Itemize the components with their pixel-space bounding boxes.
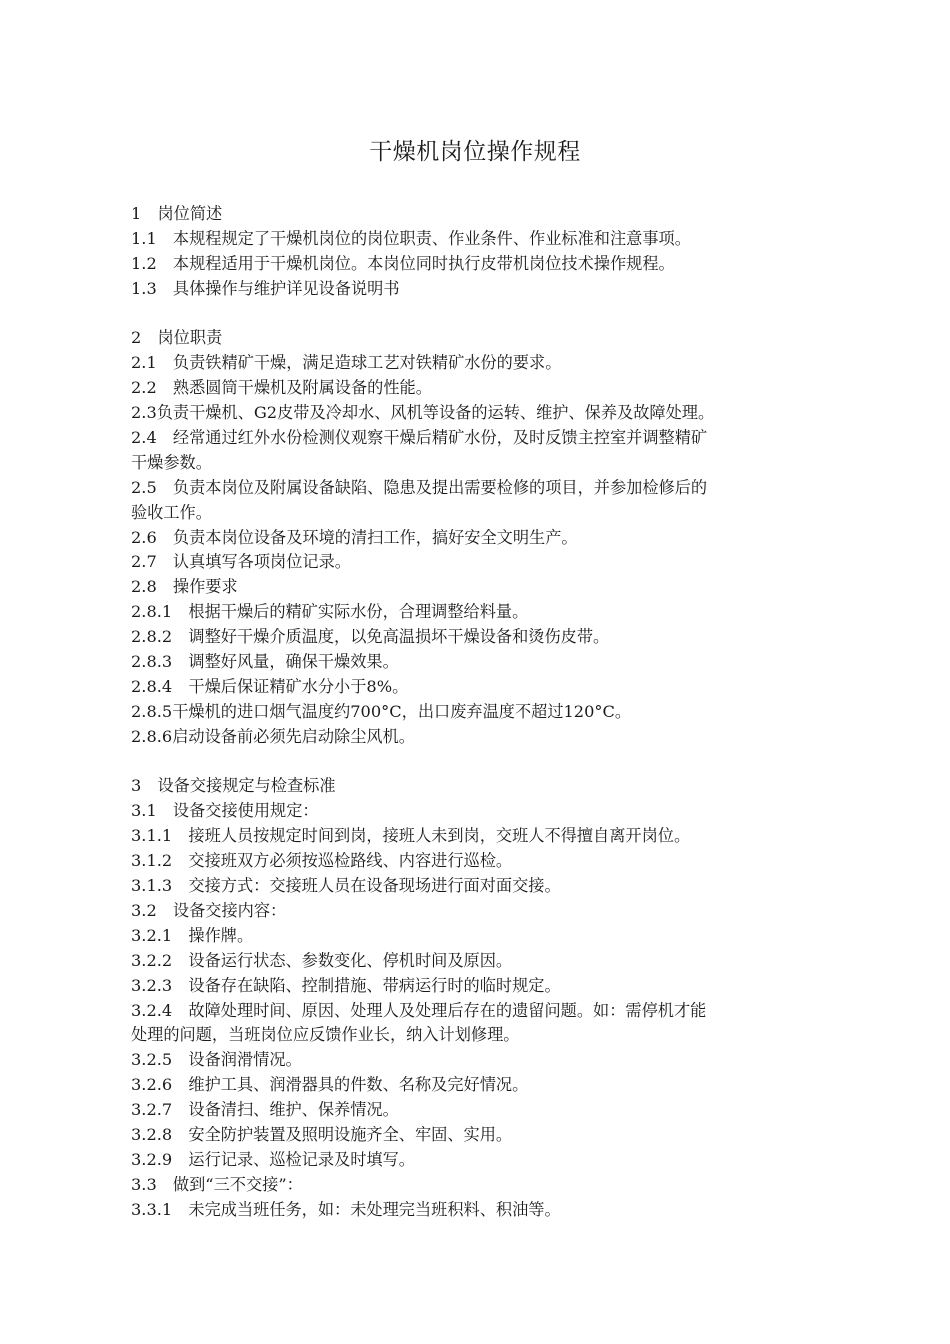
text-line: 3.2.1 操作牌。 xyxy=(131,925,254,945)
text-line: 2.2 熟悉圆筒干燥机及附属设备的性能。 xyxy=(131,378,432,398)
text-line: 2.8.2 调整好干燥介质温度，以免高温损坏干燥设备和烫伤皮带。 xyxy=(131,627,610,647)
text-line: 3.2.8 安全防护装置及照明设施齐全、牢固、实用。 xyxy=(131,1124,513,1144)
text-line: 2.8 操作要求 xyxy=(131,577,238,597)
text-line: 1.2 本规程适用于干燥机岗位。本岗位同时执行皮带机岗位技术操作规程。 xyxy=(131,253,675,273)
text-line: 3.1.1 接班人员按规定时间到岗，接班人未到岗，交班人不得擅自离开岗位。 xyxy=(131,826,691,846)
text-line: 验收工作。 xyxy=(131,502,212,522)
text-line: 2.8.1 根据干燥后的精矿实际水份，合理调整给料量。 xyxy=(131,602,529,622)
text-line: 2.8.5干燥机的进口烟气温度约700°C，出口废弃温度不超过120°C。 xyxy=(131,701,632,721)
section-2 xyxy=(131,326,821,749)
text-line: 3.2.9 运行记录、巡检记录及时填写。 xyxy=(131,1149,415,1169)
text-line: 2.6 负责本岗位设备及环境的清扫工作，搞好安全文明生产。 xyxy=(131,527,578,547)
section-heading: 3 设备交接规定与检查标准 xyxy=(131,776,336,796)
text-line: 2.1 负责铁精矿干燥，满足造球工艺对铁精矿水份的要求。 xyxy=(131,353,562,373)
text-line: 3.3 做到“三不交接”： xyxy=(131,1174,303,1194)
text-line: 3.2.6 维护工具、润滑器具的件数、名称及完好情况。 xyxy=(131,1075,529,1095)
text-line: 3.1.2 交接班双方必须按巡检路线、内容进行巡检。 xyxy=(131,851,513,871)
text-line: 1.3 具体操作与维护详见设备说明书 xyxy=(131,278,400,298)
text-line: 2.8.3 调整好风量，确保干燥效果。 xyxy=(131,652,399,672)
text-line: 处理的问题，当班岗位应反馈作业长，纳入计划修理。 xyxy=(131,1025,520,1045)
text-line: 3.2 设备交接内容： xyxy=(131,900,287,920)
text-line: 1.1 本规程规定了干燥机岗位的岗位职责、作业条件、作业标准和注意事项。 xyxy=(131,228,691,248)
text-line: 2.4 经常通过红外水份检测仪观察干燥后精矿水份，及时反馈主控室并调整精矿 xyxy=(131,428,708,448)
text-line: 2.8.4 干燥后保证精矿水分小于8%。 xyxy=(131,676,409,696)
section-1 xyxy=(131,202,821,302)
text-line: 3.2.3 设备存在缺陷、控制措施、带病运行时的临时规定。 xyxy=(131,975,561,995)
section-heading: 1 岗位简述 xyxy=(131,204,223,223)
section-3 xyxy=(131,774,821,1222)
section-gap xyxy=(131,750,821,775)
document-title: 干燥机岗位操作规程 xyxy=(369,139,581,165)
text-line: 2.7 认真填写各项岗位记录。 xyxy=(131,552,351,572)
text-line: 干燥参数。 xyxy=(131,452,212,472)
text-line: 3.3.1 未完成当班任务，如：未处理完当班积料、积油等。 xyxy=(131,1199,561,1219)
text-line: 2.8.6启动设备前必须先启动除尘风机。 xyxy=(131,726,415,746)
text-line: 2.5 负责本岗位及附属设备缺陷、隐患及提出需要检修的项目，并参加检修后的 xyxy=(131,477,708,497)
text-line: 2.3负责干燥机、G2皮带及冷却水、风机等设备的运转、维护、保养及故障处理。 xyxy=(131,403,715,423)
document-body xyxy=(131,202,821,1223)
text-line: 3.2.4 故障处理时间、原因、处理人及处理后存在的遗留问题。如：需停机才能 xyxy=(131,1000,707,1020)
text-line: 3.2.2 设备运行状态、参数变化、停机时间及原因。 xyxy=(131,950,513,970)
section-gap xyxy=(131,302,821,327)
text-line: 3.1 设备交接使用规定： xyxy=(131,801,319,821)
section-heading: 2 岗位职责 xyxy=(131,328,223,348)
text-line: 3.2.5 设备润滑情况。 xyxy=(131,1050,302,1070)
text-line: 3.2.7 设备清扫、维护、保养情况。 xyxy=(131,1100,399,1120)
text-line: 3.1.3 交接方式：交接班人员在设备现场进行面对面交接。 xyxy=(131,876,561,896)
